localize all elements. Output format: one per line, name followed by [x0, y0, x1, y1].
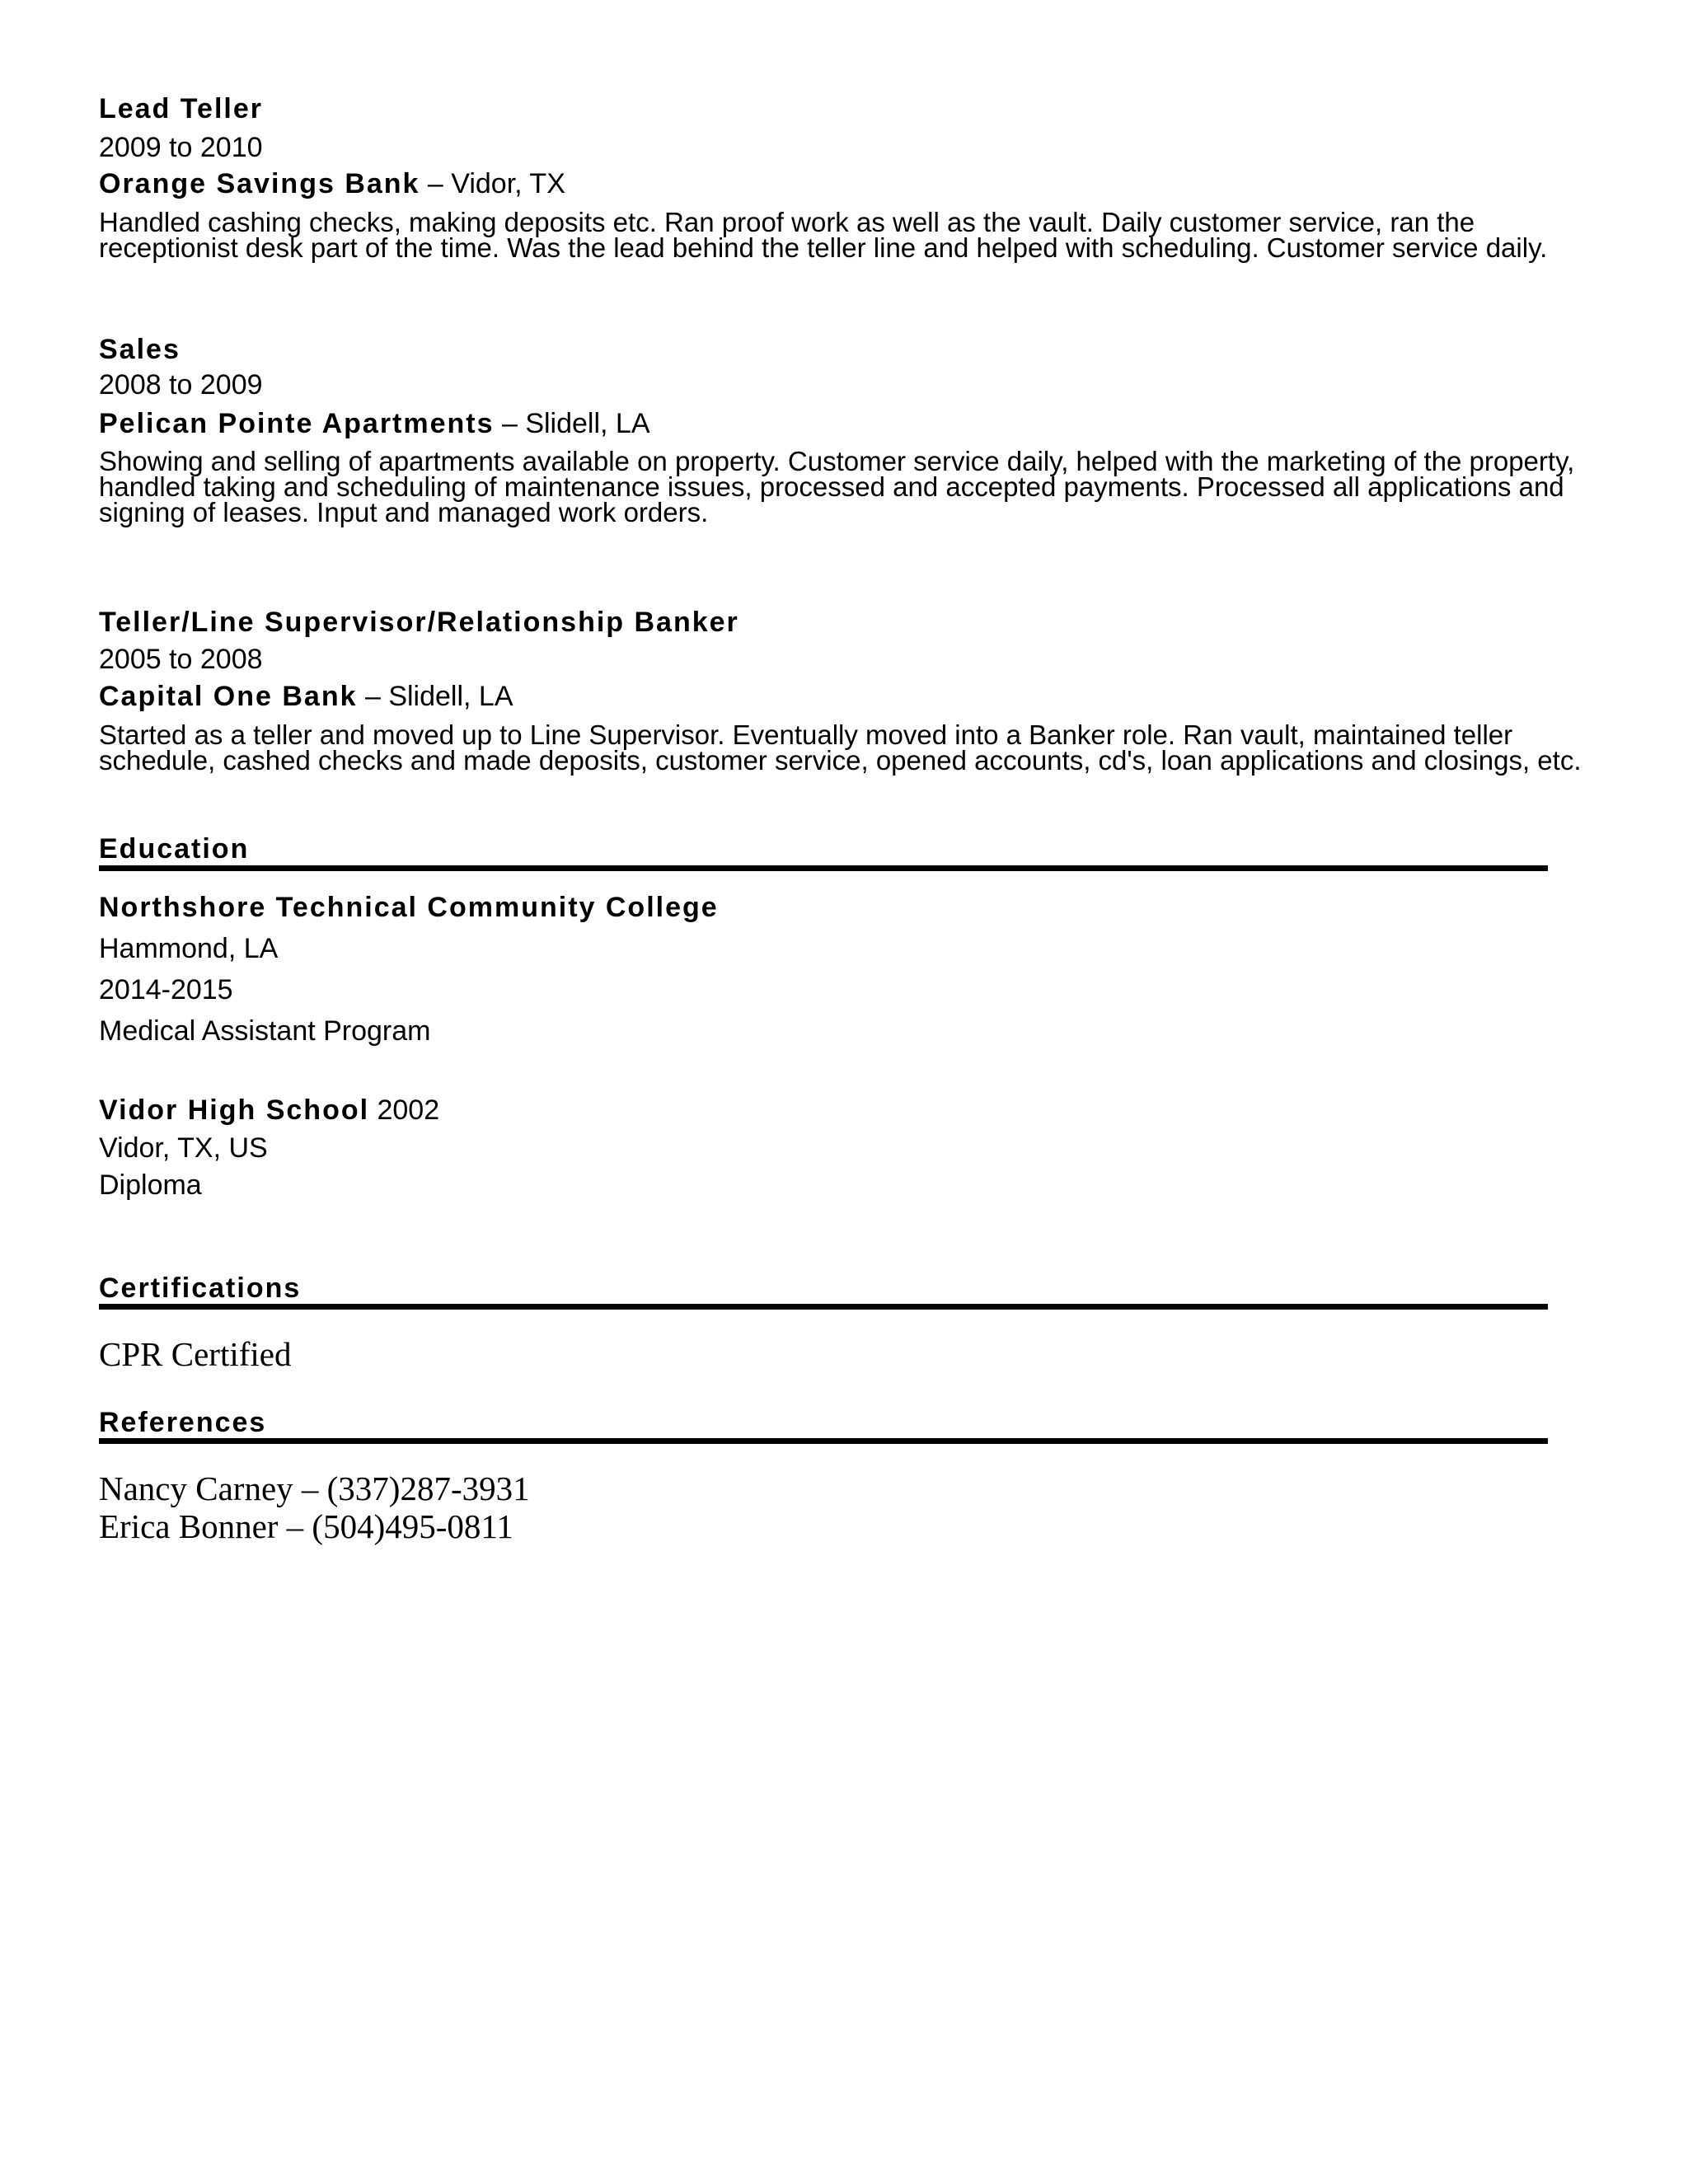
job-title: Sales	[99, 334, 181, 365]
employer-location: – Vidor, TX	[420, 168, 565, 199]
job-employer-line	[99, 407, 650, 440]
job-title: Lead Teller	[99, 93, 263, 124]
school-name-line	[99, 1094, 439, 1127]
references-heading: References	[99, 1407, 267, 1438]
job-employer-line	[99, 680, 513, 713]
employer-location: – Slidell, LA	[494, 408, 650, 439]
school-year: 2002	[369, 1094, 440, 1126]
job-dates: 2005 to 2008	[99, 644, 263, 675]
job-dates: 2009 to 2010	[99, 132, 263, 163]
job-description: Started as a teller and moved up to Line Supervisor. Eventually moved into a Banker role. Ran vault, maintained teller schedule, cashed checks and made deposits, customer service, opened accounts, cd's, loan applications and closings, etc.	[99, 719, 1582, 776]
employer-name: Capital One Bank	[99, 681, 358, 712]
job-description: Showing and selling of apartments available on property. Customer service daily, helped with the marketing of the property, handled taking and scheduling of maintenance issues, processed and accepted payments. Processed all applications and signing of leases. Input and managed work orders.	[99, 446, 1575, 527]
employer-name: Pelican Pointe Apartments	[99, 408, 495, 439]
education-divider	[99, 865, 1548, 871]
certifications-heading: Certifications	[99, 1272, 302, 1304]
school-degree: Diploma	[99, 1169, 202, 1201]
reference-item: Nancy Carney – (337)287-3931	[99, 1469, 530, 1507]
school-location: Vidor, TX, US	[99, 1132, 268, 1164]
job-title: Teller/Line Supervisor/Relationship Banker	[99, 607, 739, 638]
certification-item: CPR Certified	[99, 1335, 292, 1373]
job-dates: 2008 to 2009	[99, 369, 263, 401]
school-name: Northshore Technical Community College	[99, 892, 719, 923]
school-name: Vidor High School	[99, 1094, 370, 1126]
job-description: Handled cashing checks, making deposits etc. Ran proof work as well as the vault. Daily customer service, ran the receptionist desk part of the time. Was the lead behind the teller line and helped with scheduling. Customer service daily.	[99, 207, 1548, 263]
school-dates: 2014-2015	[99, 974, 233, 1005]
reference-item: Erica Bonner – (504)495-0811	[99, 1507, 513, 1545]
job-employer-line	[99, 167, 565, 200]
education-heading: Education	[99, 833, 250, 865]
employer-location: – Slidell, LA	[357, 681, 513, 712]
school-program: Medical Assistant Program	[99, 1015, 431, 1047]
school-location: Hammond, LA	[99, 933, 279, 964]
employer-name: Orange Savings Bank	[99, 168, 420, 199]
references-divider	[99, 1438, 1548, 1444]
certifications-divider	[99, 1304, 1548, 1310]
